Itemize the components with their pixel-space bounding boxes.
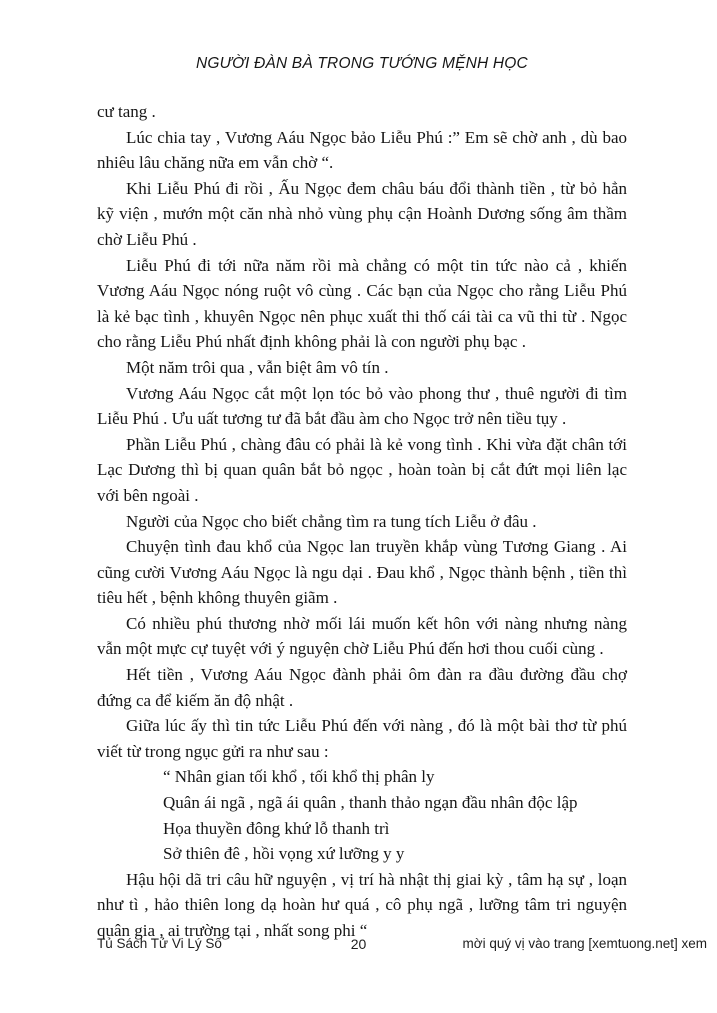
paragraph: Lúc chia tay , Vương Aáu Ngọc bảo Liễu Phú :” Em sẽ chờ anh , dù bao nhiêu lâu chăng nữa em vẫn chờ “. [97, 127, 627, 173]
verse-line: Họa thuyền đông khứ lỗ thanh trì [163, 818, 390, 838]
verse-line: “ Nhân gian tối khổ , tối khổ thị phân ly [163, 767, 435, 787]
paragraph-continuation: cư tang . [97, 102, 156, 121]
paragraph: Có nhiều phú thương nhờ mối lái muốn kết hôn với nàng nhưng nàng vẫn một mực cự tuyệt với ý nguyện chờ Liễu Phú đến hơi thou cuối cùng . [97, 613, 627, 659]
footer-series-name: Tủ Sách Tử Vi Lý Số [97, 936, 222, 951]
page-header-title: NGƯỜI ĐÀN BÀ TRONG TƯỚNG MỆNH HỌC [196, 55, 528, 72]
paragraph: Người của Ngọc cho biết chẳng tìm ra tung tích Liễu ở đâu . [126, 511, 537, 531]
paragraph: Hết tiền , Vương Aáu Ngọc đành phải ôm đàn ra đầu đường đầu chợ đứng ca để kiếm ăn độ nhật . [97, 665, 627, 710]
paragraph: Khi Liễu Phú đi rồi , Ấu Ngọc đem châu báu đổi thành tiền , từ bỏ hẳn kỹ viện , mướn một căn nhà nhỏ vùng phụ cận Hoành Dương sống âm thầm chờ Liễu Phú . [97, 178, 627, 249]
paragraph: Một năm trôi qua , vẫn biệt âm vô tín . [126, 357, 389, 377]
page-footer [0, 936, 717, 956]
paragraph: Phần Liễu Phú , chàng đâu có phải là kẻ vong tình . Khi vừa đặt chân tới Lạc Dương thì bị quan quân bắt bỏ ngọc , hoàn toàn bị cắt đứt mọi liên lạc với bên ngoài . [97, 434, 627, 505]
paragraph: Liễu Phú đi tới nữa năm rồi mà chẳng có một tin tức nào cả , khiến Vương Aáu Ngọc nóng ruột vô cùng . Các bạn của Ngọc cho rằng Liễu Phú là kẻ bạc tình , khuyên Ngọc nên phục xuất thi thố cái tài ca vũ thi từ . Ngọc cho rằng Liễu Phú nhất định không phải là con người phụ bạc . [97, 255, 627, 352]
footer-site-note: mời quý vị vào trang [xemtuong.net] xem [462, 936, 707, 951]
paragraph: Vương Aáu Ngọc cắt một lọn tóc bỏ vào phong thư , thuê người đi tìm Liễu Phú . Ưu uất tương tư đã bắt đầu àm cho Ngọc trở nên tiều tụy . [97, 383, 627, 429]
paragraph: Chuyện tình đau khổ của Ngọc lan truyền khắp vùng Tương Giang . Ai cũng cười Vương Aáu Ngọc là ngu dại . Đau khổ , Ngọc thành bệnh , tiền thì tiêu hết , bệnh không thuyên giãm . [97, 537, 627, 608]
page-number: 20 [350, 936, 367, 952]
page-body [97, 99, 627, 944]
verse-line: Sở thiên đê , hồi vọng xứ lưỡng y y [163, 844, 405, 864]
paragraph: Giữa lúc ấy thì tin tức Liễu Phú đến với nàng , đó là một bài thơ từ phú viết từ trong ngục gửi ra như sau : [97, 716, 627, 761]
verse-line: Quân ái ngã , ngã ái quân , thanh thảo ngạn đầu nhân độc lập [163, 793, 578, 813]
paragraph: Hậu hội dã tri câu hữ nguyện , vị trí hà nhật thị giai kỳ , tâm hạ sự , loạn như tì , hảo thiên long dạ hoàn hư quá , cô phụ ngã , lưỡng tâm tri nguyện quân gia , ai trường tại , nhất song phi “ [97, 869, 627, 940]
